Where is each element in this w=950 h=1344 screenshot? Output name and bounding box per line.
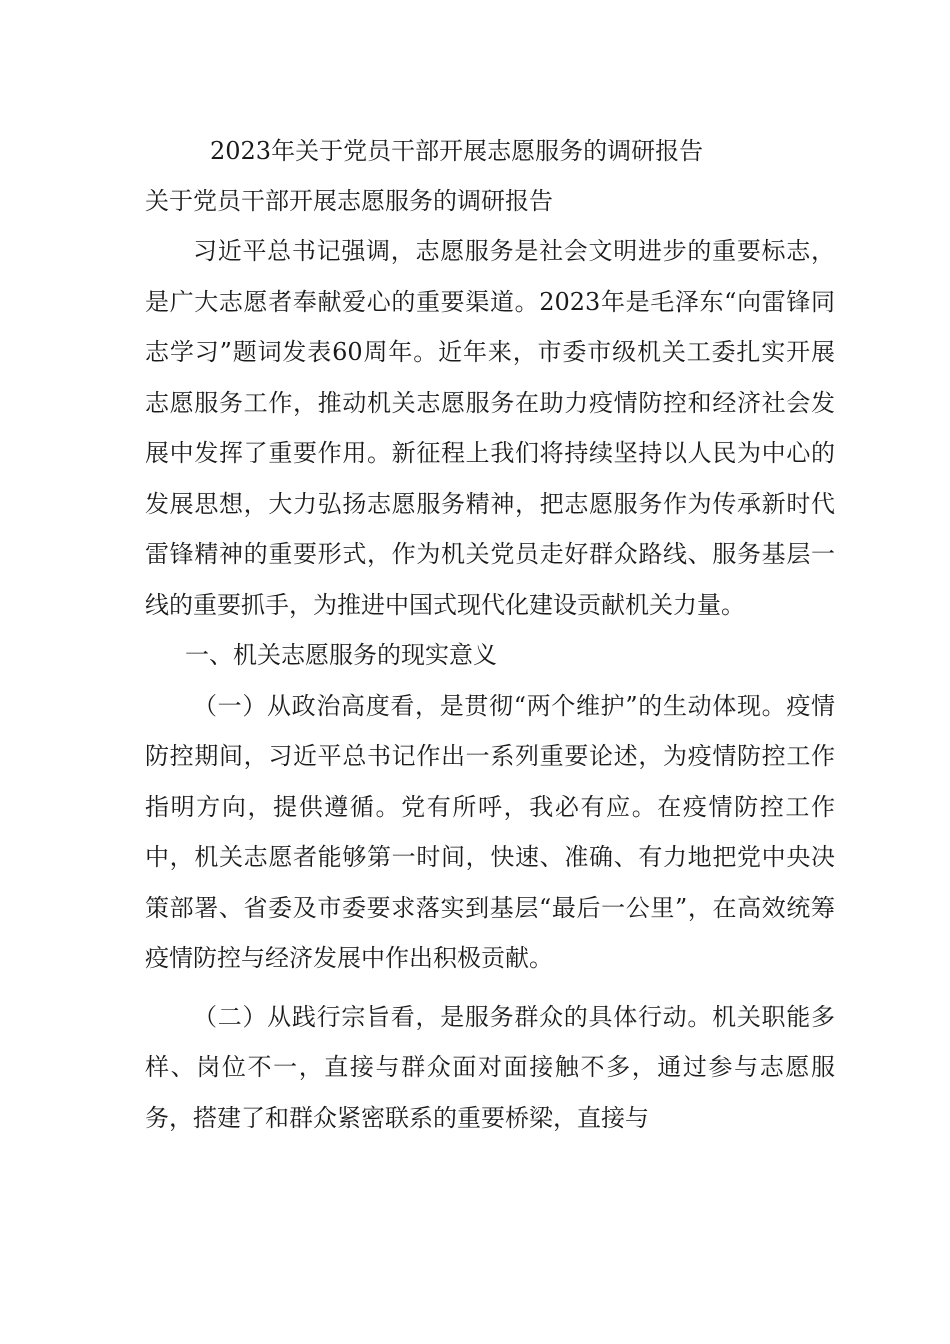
document-body: [145, 226, 835, 1143]
paragraph-intro: 习近平总书记强调，志愿服务是社会文明进步的重要标志，是广大志愿者奉献爱心的重要渠道。2023年是毛泽东“向雷锋同志学习”题词发表60周年。近年来，市委市级机关工委扎实开展志愿服务工作，推动机关志愿服务在助力疫情防控和经济社会发展中发挥了重要作用。新征程上我们将持续坚持以人民为中心的发展思想，大力弘扬志愿服务精神，把志愿服务作为传承新时代雷锋精神的重要形式，作为机关党员走好群众路线、服务基层一线的重要抓手，为推进中国式现代化建设贡献机关力量。: [145, 237, 835, 619]
document-title: 2023年关于党员干部开展志愿服务的调研报告: [210, 137, 704, 165]
paragraph-serving-masses: （二）从践行宗旨看，是服务群众的具体行动。机关职能多样、岗位不一，直接与群众面对面接触不多，通过参与志愿服务，搭建了和群众紧密联系的重要桥梁，直接与: [145, 1002, 835, 1132]
document-subtitle: 关于党员干部开展志愿服务的调研报告: [145, 187, 553, 215]
section-heading-1: 一、机关志愿服务的现实意义: [185, 641, 497, 669]
paragraph-spacing: [145, 984, 835, 992]
paragraph-political-height: （一）从政治高度看，是贯彻“两个维护”的生动体现。疫情防控期间，习近平总书记作出一系列重要论述，为疫情防控工作指明方向，提供遵循。党有所呼，我必有应。在疫情防控工作中，机关志愿者能够第一时间，快速、准确、有力地把党中央决策部署、省委及市委要求落实到基层“最后一公里”，在高效统筹疫情防控与经济发展中作出积极贡献。: [145, 691, 835, 972]
